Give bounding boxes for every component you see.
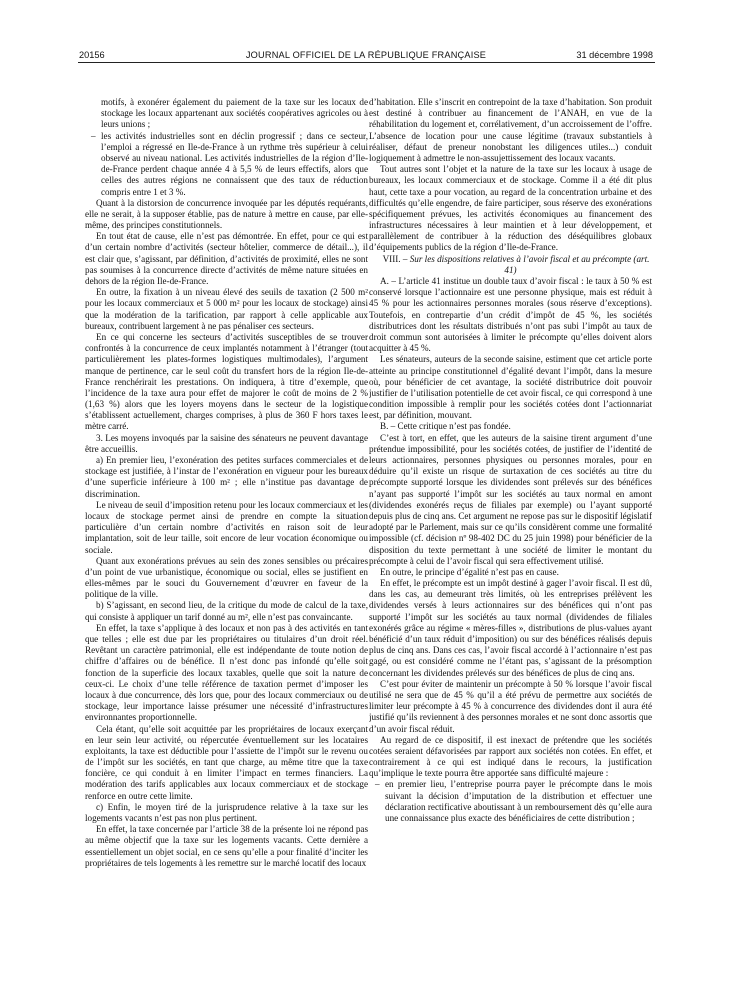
header-rule: [78, 62, 655, 63]
paragraph: 3. Les moyens invoqués par la saisine des sénateurs ne peuvent davantage être accueillis.: [85, 432, 368, 454]
right-column: [369, 97, 652, 977]
issue-date: 31 décembre 1998: [576, 50, 653, 60]
journal-title: JOURNAL OFFICIEL DE LA RÉPUBLIQUE FRANÇAISE: [245, 50, 487, 60]
paragraph: Quant à la distorsion de concurrence invoquée par les députés requérants, elle ne serait, à la supposer établie, pas de nature à mettre en cause, par elle-même, des principes constitutionnels.: [85, 197, 368, 231]
paragraph: a) En premier lieu, l’exonération des petites surfaces commerciales et de stockage est justifiée, à l’instar de l’exonération en vigueur pour les bureaux d’une superficie inférieure à 100 m² ; elle n’institue pas davantage de discrimination.: [85, 455, 368, 499]
paragraph: Tout autres sont l’objet et la nature de la taxe sur les locaux à usage de bureaux, les locaux commerciaux et de stockage. Comme il a été dit plus haut, cette taxe a pour vocation, au regard de la concentration urbaine et des difficultés qu’elle engendre, de faire participer, sous réserve des exonérations spécifiquement prévues, les activités économiques au financement des infrastructures nécessaires à leur maintien et à leur développement, et parallèlement de contribuer à la réduction des déséquilibres globaux d’équipements publics de la région d’Ile-de-France.: [369, 164, 652, 253]
page-number: 20156: [79, 50, 105, 60]
paragraph: b) S’agissant, en second lieu, de la critique du mode de calcul de la taxe, qui consiste à appliquer un tarif donné au m², elle n’est pas convaincante.: [85, 600, 368, 622]
paragraph: En effet, la taxe s’applique à des locaux et non pas à des activités en tant que telles ; elle est due par les propriétaires ou titulaires d’un droit réel. Revêtant un caractère patrimonial, elle est indépendante de toute notion de chiffre d’affaires ou de bénéfice. Il n’est donc pas infondé qu’elle soit fonction de la superficie des locaux taxables, quelle que soit la nature de ceux-ci. Le choix d’une telle référence de taxation permet d’imposer les locaux à due concurrence, dès lors que, pour des locaux commerciaux ou de stockage, leur importance laisse présumer une nécessité d’infrastructures environnantes proportionnelle.: [85, 622, 368, 723]
continued-text: motifs, à exonérer également du paiement de la taxe sur les locaux de stockage les locaux appartenant aux sociétés coopératives agricoles ou à leurs unions ;: [101, 97, 368, 130]
list-item: – les activités industrielles sont en déclin progressif ; dans ce secteur, l’emploi a régressé en Ile-de-France à un rythme très supérieur à celui observé au niveau national. Les activités industrielles de la région d’Ile-de-France perdent chaque année 4 à 5,5 % de leurs effectifs, alors que celles des autres régions ne connaissent que des taux de réduction compris entre 1 et 3 %.: [85, 131, 368, 198]
paragraph: Cela étant, qu’elle soit acquittée par les propriétaires de locaux exerçant en leur sein leur activité, ou répercutée éventuellement sur les locataires exploitants, la taxe est déductible pour l’assiette de l’impôt sur le revenu ou de l’impôt sur les sociétés, en tant que charge, au même titre que la taxe foncière, ce qui conduit à en limiter l’impact en termes financiers. La modération des tarifs applicables aux locaux commerciaux et de stockage renforce en outre cette limite.: [85, 723, 368, 801]
section-number: VIII. –: [382, 253, 410, 264]
paragraph: Les sénateurs, auteurs de la seconde saisine, estiment que cet article porte atteinte au principe constitutionnel d’égalité devant l’impôt, dans la mesure où, pour bénéficier de cet avantage, la société distributrice doit pouvoir justifier de l’utilisation potentielle de cet avoir fiscal, ce qui correspond à une condition impossible à remplir pour les sociétés cotées dont l’actionnariat est, par définition, mouvant.: [369, 354, 652, 421]
section-title: [369, 254, 652, 276]
paragraph: En tout état de cause, elle n’est pas démontrée. En effet, pour ce qui est d’un certain nombre d’activités (secteur hôtelier, commerce de détail...), il est clair que, s’agissant, par définition, d’activités de proximité, elles ne sont pas soumises à la concurrence directe d’activités de même nature situées en dehors de la région Ile-de-France.: [85, 231, 368, 286]
paragraph: En outre, la fixation à un niveau élevé des seuils de taxation (2 500 m² pour les locaux commerciaux et 5 000 m² pour les locaux de stockage) ainsi que la modération de la tarification, par rapport à celle applicable aux bureaux, contribuent largement à ne pas pénaliser ces secteurs.: [85, 287, 368, 331]
paragraph: C’est à tort, en effet, que les auteurs de la saisine tirent argument d’une prétendue impossibilité, pour les sociétés cotées, de justifier de l’identité de leurs actionnaires, personnes physiques ou personnes morales, pour en déduire qu’il existe un risque de surtaxation de ces sociétés au titre du précompte supporté lorsque les dividendes sont prélevés sur des bénéfices n’ayant pas supporté l’impôt sur les sociétés au taux normal en amont (dividendes exonérés reçus de filiales par exemple) ou l’ayant supporté depuis plus de cinq ans. Cet argument ne repose pas sur le dispositif législatif adopté par le Parlement, mais sur ce qu’ils considèrent comme une formalité impossible (cf. décision nº 98-402 DC du 25 juin 1998) pour bénéficier de la disposition du texte permettant à une société de limiter le montant du précompte à celui de l’avoir fiscal qui sera effectivement utilisé.: [369, 432, 652, 566]
paragraph: Le niveau de seuil d’imposition retenu pour les locaux commerciaux et les locaux de stockage permet ainsi de prendre en compte la situation particulière d’un certain nombre d’activités en raison soit de leur implantation, soit de leur taille, soit encore de leur vocation économique ou sociale.: [85, 499, 368, 555]
paragraph: En effet, la taxe concernée par l’article 38 de la présente loi ne répond pas au même objectif que la taxe sur les logements vacants. Cette dernière a essentiellement un objet social, en ce sens qu’elle a pour finalité d’inciter les propriétaires de tels logements à les remettre sur le marché locatif des locaux: [85, 824, 368, 868]
paragraph: En outre, le principe d’égalité n’est pas en cause.: [380, 566, 559, 577]
paragraph: Au regard de ce dispositif, il est inexact de prétendre que les sociétés cotées seraient défavorisées par rapport aux sociétés non cotées. En effet, et contrairement à ce qui est indiqué dans le recours, la justification qu’implique le texte pourra être apportée sans difficulté majeure :: [369, 734, 652, 779]
section-heading: Sur les dispositions relatives à l’avoir fiscal et au précompte (art. 41): [409, 253, 650, 275]
paragraph: B. – Cette critique n’est pas fondée.: [380, 421, 511, 432]
paragraph: En ce qui concerne les secteurs d’activités susceptibles de se trouver confrontés à la concurrence de ceux implantés notamment à l’étranger (tout particulièrement les plates-formes logistiques multimodales), l’argument manque de pertinence, car le seul coût du transfert hors de la région Ile-de-France renchérirait les prestations. On indiquera, à titre d’exemple, que l’incidence de la taxe aura pour effet de majorer le coût de moins de 2 % (1,63 %) alors que les loyers moyens dans le secteur de la logistique s’établissent actuellement, charges comprises, à plus de 360 F hors taxes le mètre carré.: [85, 331, 368, 432]
left-column: [85, 97, 368, 977]
list-item: – en premier lieu, l’entreprise pourra payer le précompte dans le mois suivant la décision d’imputation de la distribution et effectuer une déclaration rectificative aboutissant à un remboursement dès qu’elle aura une connaissance plus exacte des bénéficiaires de cette distribution ;: [369, 779, 652, 824]
paragraph: Quant aux exonérations prévues au sein des zones sensibles ou précaires d’un point de vue urbanistique, économique ou social, elles se justifient en elles-mêmes par le souci du Gouvernement d’œuvrer en faveur de la politique de la ville.: [85, 555, 368, 600]
paragraph: A. – L’article 41 institue un double taux d’avoir fiscal : le taux à 50 % est conservé lorsque l’actionnaire est une personne physique, mais est réduit à 45 % pour les actionnaires personnes morales (sous réserve d’exceptions). Toutefois, en contrepartie d’un crédit d’impôt de 45 %, les sociétés distributrices dont les résultats distribués n’ont pas subi l’impôt au taux de droit commun sont autorisées à limiter le précompte qu’elles doivent alors acquitter à 45 %.: [369, 276, 652, 354]
paragraph: c) Enfin, le moyen tiré de la jurisprudence relative à la taxe sur les logements vacants n’est pas non plus pertinent.: [85, 801, 368, 823]
continued-text: d’habitation. Elle s’inscrit en contrepoint de la taxe d’habitation. Son produit est destiné à contribuer au financement de l’ANAH, en vue de la réhabilitation du logement et, corrélativement, d’un accroissement de l’offre. L’absence de location pour une cause légitime (travaux substantiels à réaliser, défaut de preneur nonobstant les diligences utiles...) conduit logiquement à admettre le non-assujettissement des locaux vacants.: [369, 97, 652, 163]
dash-list: [369, 779, 652, 824]
paragraph: C’est pour éviter de maintenir un précompte à 50 % lorsque l’avoir fiscal utilisé ne sera que de 45 % qu’il a été prévu de permettre aux sociétés de limiter leur précompte à 45 % à concurrence des dividendes dont il aura été justifié qu’ils reviennent à des personnes morales et ne sont donc assortis que d’un avoir fiscal réduit.: [369, 678, 652, 734]
dash-list: [85, 131, 368, 198]
paragraph: En effet, le précompte est un impôt destiné à gager l’avoir fiscal. Il est dû, dans les cas, au demeurant très limités, où les entreprises prélèvent les dividendes versés à leurs actionnaires sur des bénéfices qui n’ont pas supporté l’impôt sur les sociétés au taux normal (dividendes de filiales exonérés grâce au régime « mères-filles », distributions de plus-values ayant bénéficié d’un taux réduit d’imposition) ou sur des bénéfices réalisés depuis plus de cinq ans. Dans ces cas, l’avoir fiscal accordé à l’actionnaire n’est pas gagé, ou est considéré comme ne l’étant pas, s’agissant de la présomption concernant les dividendes prélevés sur des bénéfices de plus de cinq ans.: [369, 578, 652, 678]
